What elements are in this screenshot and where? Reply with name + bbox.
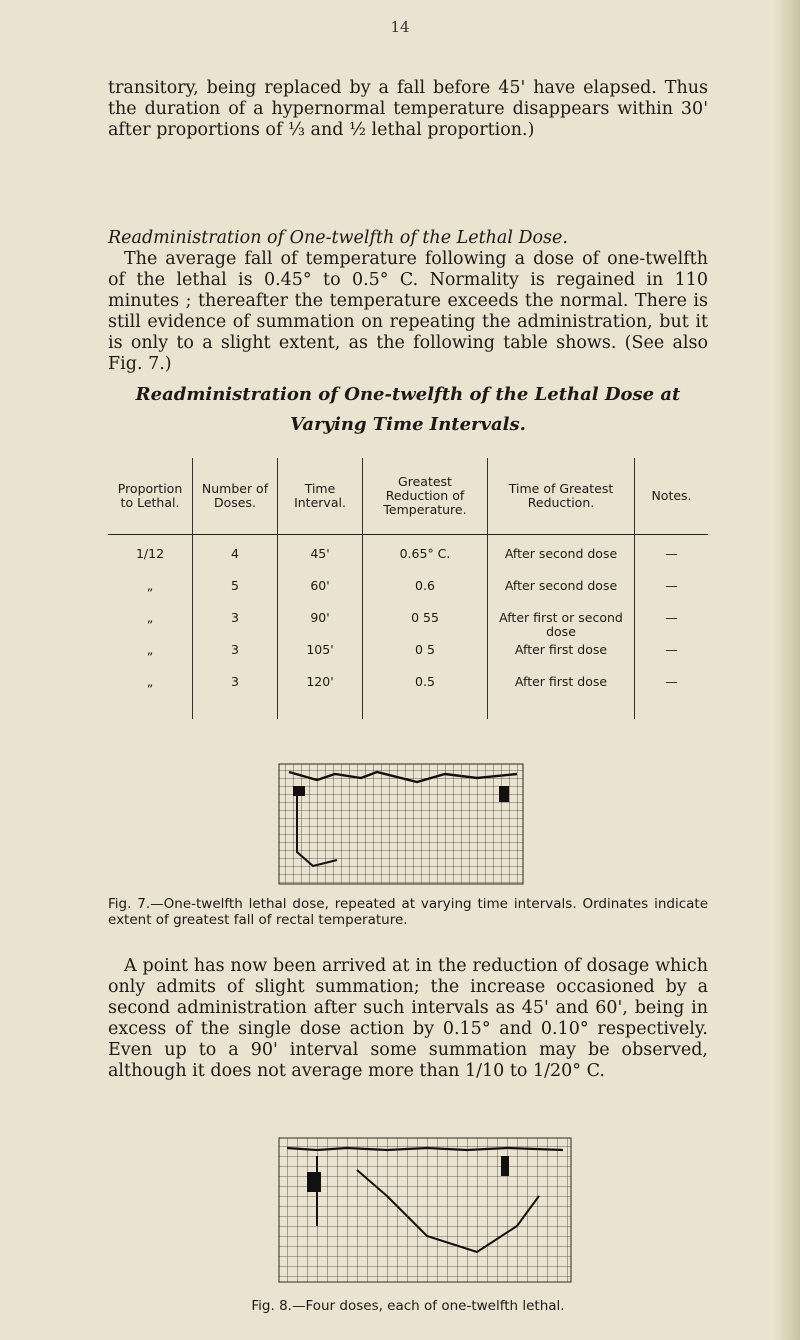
table-cell: After first dose bbox=[488, 643, 635, 675]
table-cell: After second dose bbox=[488, 579, 635, 611]
table-title bbox=[108, 380, 708, 440]
section-heading: Readministration of One-twelfth of the Lethal Dose. bbox=[108, 228, 568, 248]
table-header-proportion: Proportion to Lethal. bbox=[108, 458, 193, 535]
table-cell: 1/12 bbox=[135, 546, 165, 561]
page-number: 14 bbox=[390, 18, 410, 36]
table-cell: 0.65° C. bbox=[363, 535, 488, 580]
table-row bbox=[108, 643, 708, 675]
figure-8-grid bbox=[279, 1138, 571, 1282]
table-row bbox=[108, 579, 708, 611]
table-cell: After second dose bbox=[488, 535, 635, 580]
paragraph-2-text: The average fall of temperature following a dose of one-twelfth of the lethal is 0.45° to 0.5° C. Normality is regained in 110 minutes ; thereafter the temperature exceeds the normal. There is still evidence of summation on repeating the administration, but it is only to a slight extent, as the following table shows. (See also Fig. 7.) bbox=[108, 249, 708, 374]
table-cell: 0.6 bbox=[363, 579, 488, 611]
table-cell: 0.5 bbox=[363, 675, 488, 719]
figure-8-marker bbox=[501, 1156, 509, 1176]
table-cell: 5 bbox=[193, 579, 278, 611]
table-cell: After first or second dose bbox=[488, 611, 635, 643]
figure-8-marker bbox=[307, 1172, 321, 1192]
table-cell: „ bbox=[146, 578, 154, 593]
figure-8-caption: Fig. 8.—Four doses, each of one-twelfth lethal. bbox=[251, 1298, 565, 1314]
table-header-doses: Number of Doses. bbox=[193, 458, 278, 535]
table-cell: 60' bbox=[278, 579, 363, 611]
table-cell: — bbox=[635, 579, 709, 611]
paragraph-3 bbox=[108, 956, 708, 1082]
table-cell: 90' bbox=[278, 611, 363, 643]
table-cell: — bbox=[635, 643, 709, 675]
table-cell: — bbox=[635, 675, 709, 719]
table-header-time: Time of Greatest Reduction. bbox=[488, 458, 635, 535]
paragraph-1: transitory, being replaced by a fall before 45' have elapsed. Thus the duration of a hypernormal temperature disappears within 30' after proportions of ⅓ and ½ lethal proportion.) bbox=[108, 78, 708, 140]
table-title-line-1: Readministration of One-twelfth of the Lethal Dose at bbox=[135, 384, 681, 405]
table-row bbox=[108, 535, 708, 580]
table-cell: 120' bbox=[278, 675, 363, 719]
table-cell: 0 55 bbox=[363, 611, 488, 643]
figure-8-graph bbox=[277, 1136, 577, 1286]
table-cell: 3 bbox=[193, 643, 278, 675]
table-cell: „ bbox=[146, 642, 154, 657]
figure-7-marker bbox=[293, 786, 305, 796]
table-cell: „ bbox=[146, 610, 154, 625]
page-edge bbox=[774, 0, 800, 1340]
table-cell: — bbox=[635, 611, 709, 643]
table-header-row bbox=[108, 458, 708, 535]
table-cell: „ bbox=[146, 674, 154, 689]
table-cell: 4 bbox=[193, 535, 278, 580]
paragraph-3-text: A point has now been arrived at in the reduction of dosage which only admits of slight summation; the increase occasioned by a second administration after such intervals as 45' and 60', being in excess of the single dose action by 0.15° and 0.10° respectively. Even up to a 90' interval some summation may be observed, although it does not average more than 1/10 to 1/20° C. bbox=[108, 956, 708, 1081]
table-cell: — bbox=[635, 535, 709, 580]
table-header-reduction: Greatest Reduction of Temperature. bbox=[363, 458, 488, 535]
table-cell: 3 bbox=[193, 675, 278, 719]
figure-7-caption: Fig. 7.—One-twelfth lethal dose, repeated at varying time intervals. Ordinates indicate extent of greatest fall of rectal temperature. bbox=[108, 896, 708, 928]
table-header-interval: Time Interval. bbox=[278, 458, 363, 535]
table-row bbox=[108, 675, 708, 719]
table-cell: After first dose bbox=[488, 675, 635, 719]
table-cell: 105' bbox=[278, 643, 363, 675]
data-table bbox=[108, 458, 708, 719]
table-cell: 0 5 bbox=[363, 643, 488, 675]
table-header-notes: Notes. bbox=[635, 458, 709, 535]
paragraph-2 bbox=[108, 228, 708, 375]
figure-7-marker bbox=[499, 786, 509, 802]
table-cell: 45' bbox=[278, 535, 363, 580]
figure-7-graph bbox=[277, 762, 527, 888]
table-cell: 3 bbox=[193, 611, 278, 643]
table-row bbox=[108, 611, 708, 643]
table-title-line-2: Varying Time Intervals. bbox=[290, 414, 526, 435]
